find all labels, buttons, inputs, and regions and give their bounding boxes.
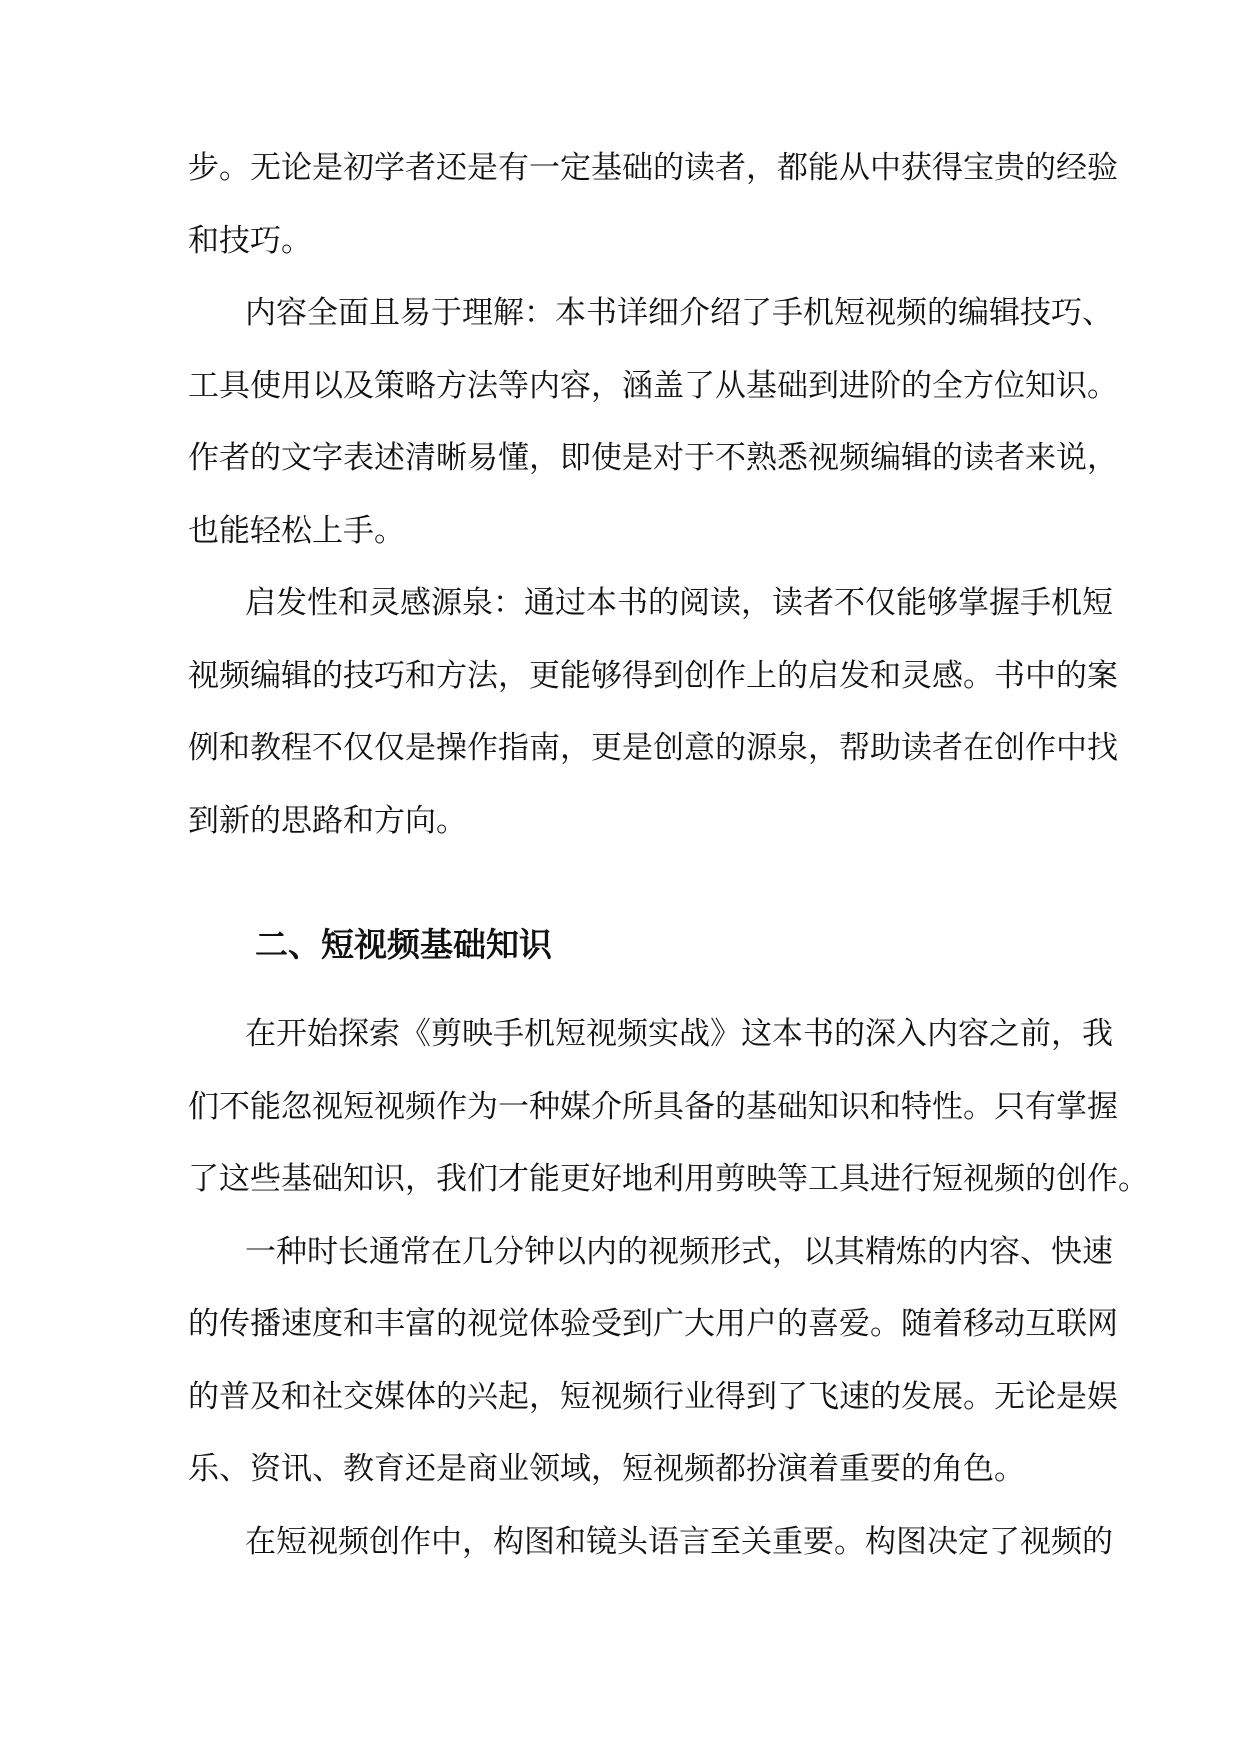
paragraph-line: 也能轻松上手。 <box>188 513 405 549</box>
paragraph-line: 们不能忽视短视频作为一种媒介所具备的基础知识和特性。只有掌握 <box>188 1089 1118 1125</box>
paragraph-line: 启发性和灵感源泉：通过本书的阅读，读者不仅能够掌握手机短 <box>245 585 1113 621</box>
paragraph-line: 的传播速度和丰富的视觉体验受到广大用户的喜爱。随着移动互联网 <box>188 1306 1118 1342</box>
section-heading: 二、短视频基础知识 <box>255 925 552 964</box>
paragraph-line: 作者的文字表述清晰易懂，即使是对于不熟悉视频编辑的读者来说， <box>188 440 1118 476</box>
paragraph-line: 乐、资讯、教育还是商业领域，短视频都扮演着重要的角色。 <box>188 1451 1025 1487</box>
paragraph-line: 例和教程不仅仅是操作指南，更是创意的源泉，帮助读者在创作中找 <box>188 730 1118 766</box>
paragraph-line: 在开始探索《剪映手机短视频实战》这本书的深入内容之前，我 <box>245 1016 1113 1052</box>
paragraph-line: 工具使用以及策略方法等内容，涵盖了从基础到进阶的全方位知识。 <box>188 368 1118 404</box>
paragraph-line: 视频编辑的技巧和方法，更能够得到创作上的启发和灵感。书中的案 <box>188 658 1118 694</box>
paragraph-line: 的普及和社交媒体的兴起，短视频行业得到了飞速的发展。无论是娱 <box>188 1379 1118 1415</box>
paragraph-line: 步。无论是初学者还是有一定基础的读者，都能从中获得宝贵的经验 <box>188 150 1118 186</box>
paragraph-line: 在短视频创作中，构图和镜头语言至关重要。构图决定了视频的 <box>245 1524 1113 1560</box>
paragraph-line: 内容全面且易于理解：本书详细介绍了手机短视频的编辑技巧、 <box>245 295 1113 331</box>
paragraph-line: 和技巧。 <box>188 223 312 259</box>
paragraph-line: 一种时长通常在几分钟以内的视频形式，以其精炼的内容、快速 <box>245 1234 1113 1270</box>
paragraph-line: 了这些基础知识，我们才能更好地利用剪映等工具进行短视频的创作。 <box>188 1161 1149 1197</box>
paragraph-line: 到新的思路和方向。 <box>188 803 467 839</box>
